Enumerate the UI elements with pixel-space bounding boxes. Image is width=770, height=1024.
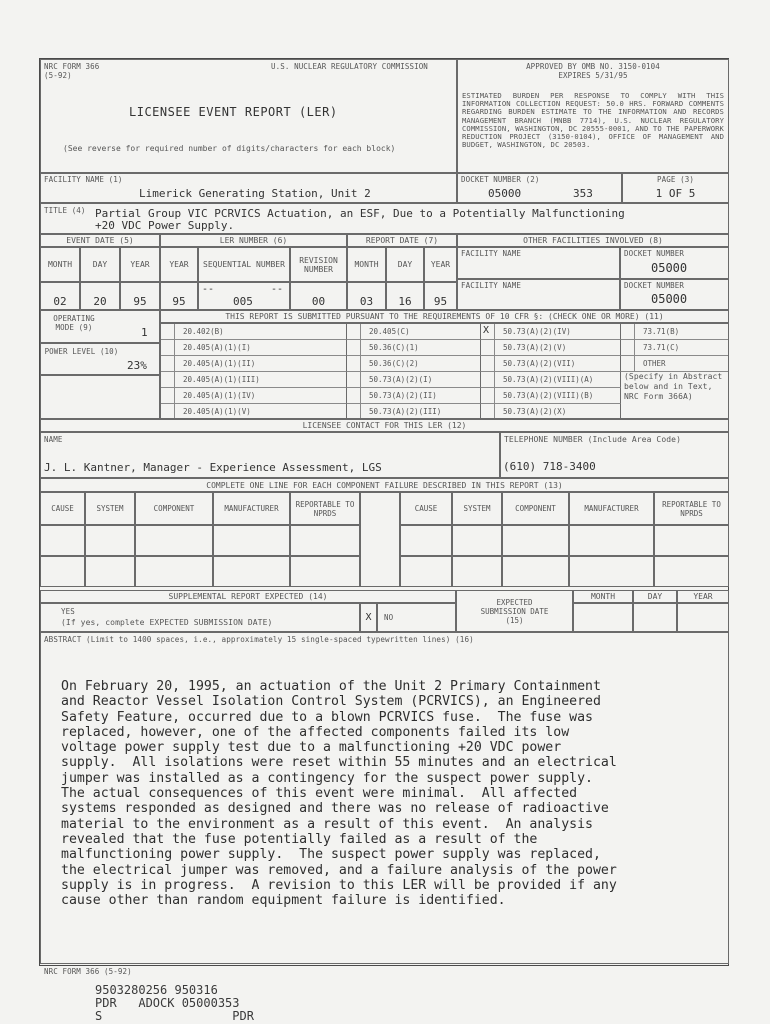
requirement-label: 20.405(A)(1)(IV) <box>183 391 256 400</box>
requirement-option[interactable] <box>481 372 621 388</box>
other-docket-1-label: DOCKET NUMBER <box>624 249 684 258</box>
other-docket-1 <box>620 247 729 279</box>
form-title: LICENSEE EVENT REPORT (LER) <box>129 105 338 119</box>
requirement-checkbox[interactable] <box>481 356 495 372</box>
abstract-line: voltage power supply test due to a malfunctioning +20 VDC power <box>61 740 562 756</box>
header-left-box <box>40 59 457 173</box>
requirement-option[interactable] <box>481 340 621 356</box>
report-year-value: 95 <box>424 282 457 310</box>
expected-day-label: DAY <box>633 590 677 603</box>
supplemental-no-box <box>377 603 456 632</box>
abstract-line: supply. All isolations were reset within 55 minutes and an electrical <box>61 755 617 771</box>
power-level-value: 23% <box>127 359 147 372</box>
contact-phone-value: (610) 718-3400 <box>503 460 596 473</box>
omb-approval: APPROVED BY OMB NO. 3150-0104 <box>526 62 660 71</box>
failure-column-header: REPORTABLE TO NPRDS <box>290 492 360 525</box>
other-facility-name-1-label: FACILITY NAME <box>461 249 521 258</box>
requirement-checkbox[interactable] <box>621 340 635 356</box>
abstract-line: On February 20, 1995, an actuation of the Unit 2 Primary Containment <box>61 679 601 694</box>
failure-cell[interactable] <box>569 556 654 587</box>
requirement-label: 73.71(C) <box>643 343 680 352</box>
event-year-value: 95 <box>120 282 160 310</box>
expected-month-value <box>573 603 633 632</box>
failure-cell[interactable] <box>654 556 729 587</box>
page-box <box>622 173 729 203</box>
requirement-checkbox[interactable] <box>161 372 175 388</box>
failure-cell[interactable] <box>85 525 135 556</box>
docket-value: 05000 <box>488 187 522 200</box>
failure-column-header: CAUSE <box>400 492 452 525</box>
report-year-label: YEAR <box>424 247 457 282</box>
report-day-label: DAY <box>386 247 424 282</box>
supplemental-header: SUPPLEMENTAL REPORT EXPECTED (14) <box>40 590 456 603</box>
docket-box <box>457 173 622 203</box>
supplemental-no-label: NO <box>384 613 394 622</box>
title-label: TITLE (4) <box>44 206 86 215</box>
requirement-label: 20.405(A)(1)(V) <box>183 407 251 416</box>
abstract-line: The actual consequences of this event were minimal. All affected <box>61 786 578 802</box>
abstract-line: the electrical jumper was removed, and a failure analysis of the power <box>61 862 617 878</box>
requirement-option[interactable] <box>481 388 621 404</box>
ler-dash-2: -- <box>271 284 284 295</box>
abstract-line: material to the environment as a result of this event. An analysis <box>61 816 593 832</box>
ler-seq-label: SEQUENTIAL NUMBER <box>198 247 290 282</box>
failure-column-header: SYSTEM <box>85 492 135 525</box>
requirement-label: 50.73(A)(2)(I) <box>369 375 433 384</box>
failure-cell[interactable] <box>400 556 452 587</box>
other-docket-2-label: DOCKET NUMBER <box>624 281 684 290</box>
contact-header: LICENSEE CONTACT FOR THIS LER (12) <box>40 419 729 432</box>
requirement-label: 50.73(A)(2)(VIII)(A) <box>503 375 594 384</box>
failure-cell[interactable] <box>135 525 213 556</box>
expected-month-label: MONTH <box>573 590 633 603</box>
failure-cell[interactable] <box>502 556 569 587</box>
requirement-option[interactable] <box>161 388 347 404</box>
operating-mode-value: 1 <box>141 326 148 339</box>
ler-seq-cell <box>198 282 290 310</box>
burden-statement: ESTIMATED BURDEN PER RESPONSE TO COMPLY WITH THIS INFORMATION COLLECTION REQUEST: 50.0 HRS. FORWARD COMMENTS REGARDING BURDEN ESTIMATE TO THE INFORMATION AND RECORDS MANAGEMENT BRANCH (MNBB 7714), U.S. NUCLEAR REGULATORY COMMISSION, WASHINGTON, DC 20555-0001, AND TO THE PAPERWORK REDUCTION PROJECT (3150-0104), OFFICE OF MANAGEMENT AND BUDGET, WASHINGTON, DC 20503. <box>462 91 724 150</box>
facility-name-label: FACILITY NAME (1) <box>44 175 123 184</box>
form-instructions: (See reverse for required number of digits/characters for each block) <box>63 144 396 153</box>
power-level-label: POWER LEVEL (10) <box>44 347 119 356</box>
abstract-line: and Reactor Vessel Isolation Control System (PCRVICS), an Engineered <box>61 694 601 710</box>
abstract-line: revealed that the fuse potentially failed as a result of the <box>61 831 538 847</box>
expected-year-value <box>677 603 729 632</box>
contact-phone-label: TELEPHONE NUMBER (Include Area Code) <box>504 435 681 444</box>
event-day-label: DAY <box>80 247 120 282</box>
requirement-option[interactable] <box>621 324 729 340</box>
requirement-label: 20.405(C) <box>369 327 410 336</box>
stamp-line-3: S PDR <box>95 1009 254 1023</box>
failure-cell[interactable] <box>135 556 213 587</box>
ler-rev-value: 00 <box>290 282 347 310</box>
failure-column-header: SYSTEM <box>452 492 502 525</box>
contact-phone-box <box>500 432 729 478</box>
requirement-checkbox[interactable] <box>347 356 361 372</box>
failure-column-header: COMPONENT <box>502 492 569 525</box>
requirement-option[interactable] <box>161 340 347 356</box>
expected-year-label: YEAR <box>677 590 729 603</box>
abstract-line: systems responded as designed and there was no release of radioactive <box>61 801 609 817</box>
requirement-label: 50.73(A)(2)(VII) <box>503 359 576 368</box>
failure-cell[interactable] <box>213 556 290 587</box>
requirement-option[interactable] <box>481 404 621 419</box>
requirement-label: 20.405(A)(1)(I) <box>183 343 251 352</box>
requirement-option[interactable] <box>621 356 729 372</box>
failure-column-header: REPORTABLE TO NPRDS <box>654 492 729 525</box>
requirement-checkbox[interactable] <box>481 388 495 404</box>
abstract-box <box>40 632 729 964</box>
requirement-checkbox[interactable] <box>161 404 175 420</box>
requirement-option[interactable] <box>347 324 481 340</box>
requirement-checkbox[interactable] <box>161 388 175 404</box>
requirement-checkbox[interactable] <box>621 324 635 340</box>
requirement-label: 20.402(B) <box>183 327 224 336</box>
requirement-label: 73.71(B) <box>643 327 680 336</box>
abstract-label: ABSTRACT (Limit to 1400 spaces, i.e., approximately 15 single-spaced typewritten lines) (16) <box>44 635 474 644</box>
abstract-line: jumper was installed as a contingency for the suspect power supply. <box>61 770 593 786</box>
docket-label: DOCKET NUMBER (2) <box>461 175 540 184</box>
abstract-line: Safety Feature, occurred due to a blown PCRVICS fuse. The fuse was <box>61 709 593 725</box>
operating-mode-label: OPERATING MODE (9) <box>53 314 95 332</box>
requirement-label: 20.405(A)(1)(III) <box>183 375 260 384</box>
other-specify-note: (Specify in Abstract below and in Text, NRC Form 366A) <box>624 372 723 401</box>
requirement-label: OTHER <box>643 359 666 368</box>
requirement-label: 50.73(A)(2)(IV) <box>503 327 571 336</box>
supplemental-yes-box <box>40 603 360 632</box>
event-day-value: 20 <box>80 282 120 310</box>
requirement-option[interactable] <box>347 388 481 404</box>
failure-cell[interactable] <box>502 525 569 556</box>
failure-column-header: MANUFACTURER <box>213 492 290 525</box>
failure-cell[interactable] <box>213 525 290 556</box>
requirement-label: 50.36(C)(2) <box>369 359 419 368</box>
failure-cell[interactable] <box>290 556 360 587</box>
failure-cell[interactable] <box>85 556 135 587</box>
failures-header: COMPLETE ONE LINE FOR EACH COMPONENT FAILURE DESCRIBED IN THIS REPORT (13) <box>40 478 729 492</box>
facility-name-box <box>40 173 457 203</box>
requirement-checkbox[interactable] <box>347 388 361 404</box>
other-facility-name-2 <box>457 279 620 310</box>
footer-form-id: NRC FORM 366 (5-92) <box>44 967 132 976</box>
failure-cell[interactable] <box>290 525 360 556</box>
page-value: 1 OF 5 <box>655 187 696 200</box>
operating-blank <box>40 375 160 419</box>
requirements-grid <box>160 323 729 419</box>
other-docket-2-value: 05000 <box>651 292 688 306</box>
requirement-checkbox[interactable] <box>621 356 635 372</box>
requirement-option[interactable] <box>621 340 729 356</box>
failure-column-header: COMPONENT <box>135 492 213 525</box>
ler-seq-value: 005 <box>233 295 253 308</box>
requirement-option[interactable] <box>481 356 621 372</box>
other-facilities-header: OTHER FACILITIES INVOLVED (8) <box>457 234 729 247</box>
requirement-option[interactable] <box>347 340 481 356</box>
other-facility-name-2-label: FACILITY NAME <box>461 281 521 290</box>
docket-suffix: 353 <box>573 187 593 200</box>
requirement-option[interactable] <box>161 372 347 388</box>
requirement-checkbox[interactable] <box>161 324 175 340</box>
contact-name-label: NAME <box>44 435 63 444</box>
ler-dash-1: -- <box>202 284 215 295</box>
contact-name-box <box>40 432 500 478</box>
other-docket-2 <box>620 279 729 310</box>
requirement-label: 50.73(A)(2)(X) <box>503 407 567 416</box>
title-line-2: +20 VDC Power Supply. <box>95 219 235 232</box>
requirement-checkbox[interactable] <box>347 372 361 388</box>
power-level-box <box>40 343 160 375</box>
expected-submission-label: EXPECTED SUBMISSION DATE (15) <box>456 590 573 632</box>
failure-cell[interactable] <box>40 556 85 587</box>
ler-year-value: 95 <box>160 282 198 310</box>
ler-rev-label: REVISION NUMBER <box>290 247 347 282</box>
supplemental-yes-note: (If yes, complete EXPECTED SUBMISSION DATE) <box>61 618 273 627</box>
requirement-checkbox[interactable] <box>161 356 175 372</box>
failure-cell[interactable] <box>400 525 452 556</box>
requirement-option[interactable] <box>481 324 621 340</box>
title-line-1: Partial Group VIC PCRVICS Actuation, an ESF, Due to a Potentially Malfunctioning <box>95 207 625 220</box>
abstract-body <box>61 679 721 908</box>
title-box <box>40 203 729 234</box>
report-month-value: 03 <box>347 282 386 310</box>
failure-column-header: CAUSE <box>40 492 85 525</box>
agency-name: U.S. NUCLEAR REGULATORY COMMISSION <box>271 62 428 71</box>
supplemental-yes-label: YES <box>61 607 75 616</box>
other-facility-name-1 <box>457 247 620 279</box>
requirement-checkbox[interactable] <box>481 404 495 420</box>
failure-cell[interactable] <box>569 525 654 556</box>
requirement-label: 20.405(A)(1)(II) <box>183 359 256 368</box>
failure-column-header: MANUFACTURER <box>569 492 654 525</box>
header-right-box <box>457 59 729 173</box>
requirement-checkbox[interactable] <box>347 340 361 356</box>
requirement-checkbox[interactable] <box>481 372 495 388</box>
failure-cell[interactable] <box>452 556 502 587</box>
failure-cell[interactable] <box>452 525 502 556</box>
requirement-label: 50.73(A)(2)(II) <box>369 391 437 400</box>
requirement-checkbox[interactable] <box>347 404 361 420</box>
abstract-line: supply is in progress. A revision to this LER will be provided if any <box>61 877 617 893</box>
report-day-value: 16 <box>386 282 424 310</box>
requirement-label: 50.73(A)(2)(V) <box>503 343 567 352</box>
requirement-option[interactable] <box>161 324 347 340</box>
requirement-checkbox[interactable] <box>161 340 175 356</box>
abstract-line: cause other than random equipment failure is identified. <box>61 893 506 909</box>
event-month-label: MONTH <box>40 247 80 282</box>
requirement-label: 50.73(A)(2)(VIII)(B) <box>503 391 594 400</box>
failure-cell[interactable] <box>40 525 85 556</box>
expected-day-value <box>633 603 677 632</box>
abstract-line: malfunctioning power supply. The suspect power supply was replaced, <box>61 847 601 863</box>
abstract-line: replaced, however, one of the affected components failed its low <box>61 724 570 740</box>
stamp-line-1: 9503280256 950316 <box>95 983 218 997</box>
failure-cell[interactable] <box>654 525 729 556</box>
requirement-label: 50.73(A)(2)(III) <box>369 407 442 416</box>
event-month-value: 02 <box>40 282 80 310</box>
other-docket-1-value: 05000 <box>651 261 688 275</box>
operating-mode-box <box>40 310 160 343</box>
page-label: PAGE (3) <box>657 175 694 184</box>
requirement-option[interactable] <box>347 356 481 372</box>
ler-number-header: LER NUMBER (6) <box>160 234 347 247</box>
report-date-header: REPORT DATE (7) <box>347 234 457 247</box>
requirement-checkbox[interactable] <box>347 324 361 340</box>
requirement-option[interactable] <box>347 404 481 419</box>
event-date-header: EVENT DATE (5) <box>40 234 160 247</box>
omb-expires: EXPIRES 5/31/95 <box>558 71 628 80</box>
form-id: NRC FORM 366 <box>44 62 100 71</box>
requirement-checkbox[interactable] <box>481 340 495 356</box>
failures-divider <box>360 492 400 587</box>
stamp-line-2: PDR ADOCK 05000353 <box>95 996 240 1010</box>
requirements-header: THIS REPORT IS SUBMITTED PURSUANT TO THE REQUIREMENTS OF 10 CFR §: (CHECK ONE OR MORE) (11) <box>160 310 729 323</box>
supplemental-no-checkbox[interactable]: X <box>360 603 377 632</box>
checked-mark: X <box>483 325 490 336</box>
requirement-option[interactable] <box>347 372 481 388</box>
form-date: (5-92) <box>44 71 72 80</box>
ler-year-label: YEAR <box>160 247 198 282</box>
requirement-option[interactable] <box>161 356 347 372</box>
requirement-option[interactable] <box>161 404 347 419</box>
contact-name-value: J. L. Kantner, Manager - Experience Assessment, LGS <box>44 461 382 474</box>
event-year-label: YEAR <box>120 247 160 282</box>
facility-name-value: Limerick Generating Station, Unit 2 <box>139 187 371 200</box>
requirement-label: 50.36(C)(1) <box>369 343 419 352</box>
report-month-label: MONTH <box>347 247 386 282</box>
